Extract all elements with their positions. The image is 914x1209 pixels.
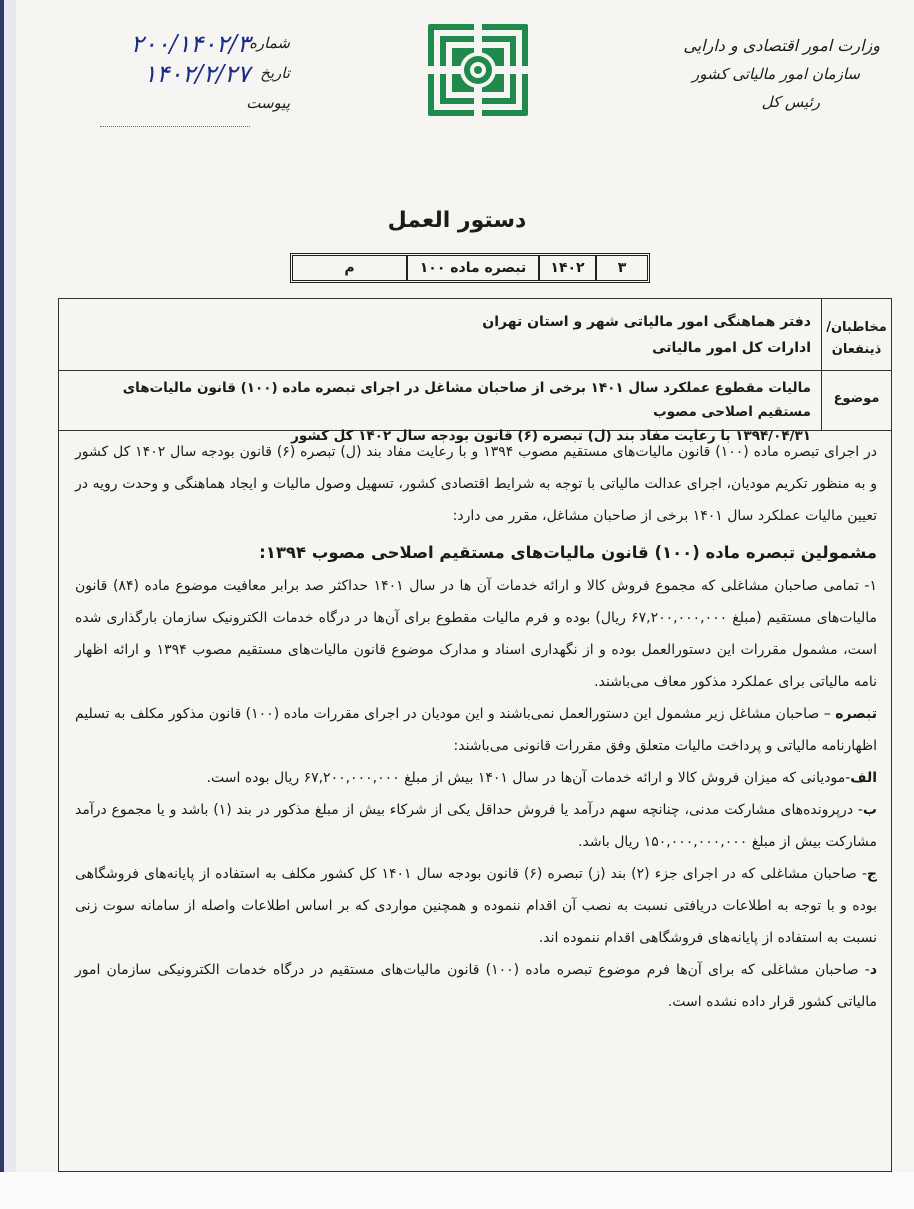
number-value: ۲۰۰/۱۴۰۲/۳ bbox=[130, 30, 250, 58]
clause-alef bbox=[75, 762, 877, 794]
clause-be-text: - درپرونده‌های مشارکت مدنی، چنانچه سهم درآمد یا فروش حداقل یکی از شرکاء بیش از مبلغ مذکور در بند (۱) باشد و یا مجموع درآمد مشارکت بیش از مبلغ ۱۵۰,۰۰۰,۰۰۰,۰۰۰ ریال باشد. bbox=[75, 802, 877, 850]
instruction-body bbox=[59, 430, 891, 1170]
audience-line-2: ادارات کل امور مالیاتی bbox=[652, 340, 811, 356]
clause-be-lead: ب bbox=[862, 802, 877, 818]
audience-content bbox=[71, 299, 811, 361]
tax-organization-logo-icon bbox=[418, 20, 538, 120]
reference-cell-1: ۳ bbox=[595, 256, 647, 280]
date-label: تاریخ bbox=[260, 64, 290, 82]
reference-cell-2: ۱۴۰۲ bbox=[538, 256, 595, 280]
organization-name: سازمان امور مالیاتی کشور bbox=[692, 65, 860, 83]
subject-label: موضوع bbox=[833, 391, 880, 406]
date-value: ۱۴۰۲/۲/۲۷ bbox=[143, 60, 250, 88]
clause-be bbox=[75, 794, 877, 858]
ministry-name: وزارت امور اقتصادی و دارایی bbox=[683, 36, 880, 55]
attachment-label: پیوست bbox=[246, 94, 290, 112]
clause-dal bbox=[75, 954, 877, 1018]
audience-row bbox=[59, 299, 891, 371]
item-1-paragraph: ۱- تمامی صاحبان مشاغلی که مجموع فروش کالا و ارائه خدمات آن ها در سال ۱۴۰۱ حداکثر صد برابر معافیت موضوع ماده (۸۴) قانون مالیات‌های مستقیم (مبلغ ۶۷,۲۰۰,۰۰۰,۰۰۰ ریال) بوده و فرم مالیات مقطوع برای آن‌ها در درگاه خدمات الکترونیک سازمان بارگذاری شده است، مشمول مقررات این دستورالعمل بوده و از نگهداری اسناد و مدارک موضوع قانون مالیات‌های مستقیم مصوب ۱۳۹۴ و ارائه اظهار نامه مالیاتی برای عملکرد مذکور معاف می‌باشند. bbox=[75, 578, 878, 690]
number-label: شماره bbox=[249, 34, 290, 52]
head-title: رئیس کل bbox=[761, 93, 820, 111]
section-heading: مشمولین تبصره ماده (۱۰۰) قانون مالیات‌های مستقیم اصلاحی مصوب ۱۳۹۴: bbox=[259, 543, 877, 562]
audience-line-1: دفتر هماهنگی امور مالیاتی شهر و استان تهران bbox=[482, 314, 811, 330]
subject-label-cell bbox=[821, 370, 891, 430]
clause-dal-text: - صاحبان مشاغلی که برای آن‌ها فرم موضوع تبصره ماده (۱۰۰) قانون مالیات‌های مستقیم در درگاه خدمات الکترونیکی سازمان امور مالیاتی کشور قرار داده نشده است. bbox=[75, 962, 877, 1010]
document-title: دستور العمل bbox=[387, 208, 527, 233]
subject-line-1: مالیات مقطوع عملکرد سال ۱۴۰۱ برخی از صاحبان مشاغل در اجرای تبصره ماده (۱۰۰) قانون مالیات‌های مستقیم اصلاحی مصوب bbox=[122, 380, 811, 420]
note-paragraph bbox=[75, 698, 877, 762]
audience-label: مخاطبان/ ذینفعان bbox=[826, 320, 887, 357]
clause-jim-text: - صاحبان مشاغلی که در اجرای جزء (۲) بند (ز) تبصره (۶) قانون بودجه سال ۱۴۰۱ کل کشور مکلف به استفاده از پایانه‌های فروشگاهی بوده و با توجه به اطلاعات دریافتی نسبت به نصب آن اقدام ننموده و همچنین مواردی که بر اساس اطلاعات واصله از سامانه سوت زنی نسبت به استفاده از پایانه‌های فروشگاهی اقدام ننموده اند. bbox=[75, 866, 877, 946]
subject-line-2: ۱۳۹۴/۰۴/۳۱ با رعایت مفاد بند (ل) تبصره (۶) قانون بودجه سال ۱۴۰۲ کل کشور bbox=[291, 428, 811, 444]
instruction-table bbox=[58, 298, 892, 1172]
clause-alef-text: -مودیانی که میزان فروش کالا و ارائه خدمات آن‌ها در سال ۱۴۰۱ بیش از مبلغ ۶۷,۲۰۰,۰۰۰,۰۰۰ ریال بوده است. bbox=[206, 770, 851, 786]
clause-alef-lead: الف bbox=[850, 770, 877, 786]
letter-meta bbox=[100, 30, 290, 120]
note-text: – صاحبان مشاغل زیر مشمول این دستورالعمل نمی‌باشند و این مودیان در اجرای مقررات ماده (۱۰۰) قانون مذکور مکلف به تسلیم اظهارنامه مالیاتی و پرداخت مالیات متعلق وفق مقررات قانونی می‌باشند: bbox=[75, 706, 877, 754]
attachment-dotted-line bbox=[100, 126, 250, 127]
clause-dal-lead: د bbox=[869, 962, 877, 978]
reference-cell-3: تبصره ماده ۱۰۰ bbox=[406, 256, 538, 280]
page-edge bbox=[0, 0, 16, 1209]
clause-jim bbox=[75, 858, 877, 954]
subject-row bbox=[59, 370, 891, 444]
reference-box bbox=[290, 253, 650, 283]
bottom-strip bbox=[0, 1172, 914, 1209]
intro-paragraph: در اجرای تبصره ماده (۱۰۰) قانون مالیات‌های مستقیم مصوب ۱۳۹۴ و با رعایت مفاد بند (ل) تبصره (۶) قانون بودجه سال ۱۴۰۲ کل کشور و به منظور تکریم مودیان، اجرای عدالت مالیاتی با توجه به شرایط اقتصادی کشور، تسهیل وصول مالیات و ایجاد هماهنگی و وحدت رویه در تعیین مالیات عملکرد سال ۱۴۰۱ برخی از صاحبان مشاغل، مقرر می دارد: bbox=[75, 444, 877, 524]
reference-cell-4: م bbox=[344, 260, 355, 276]
note-lead: تبصره bbox=[835, 706, 877, 722]
ministry-header bbox=[650, 32, 880, 116]
clause-jim-lead: ج bbox=[866, 866, 877, 882]
audience-label-cell bbox=[821, 299, 891, 370]
